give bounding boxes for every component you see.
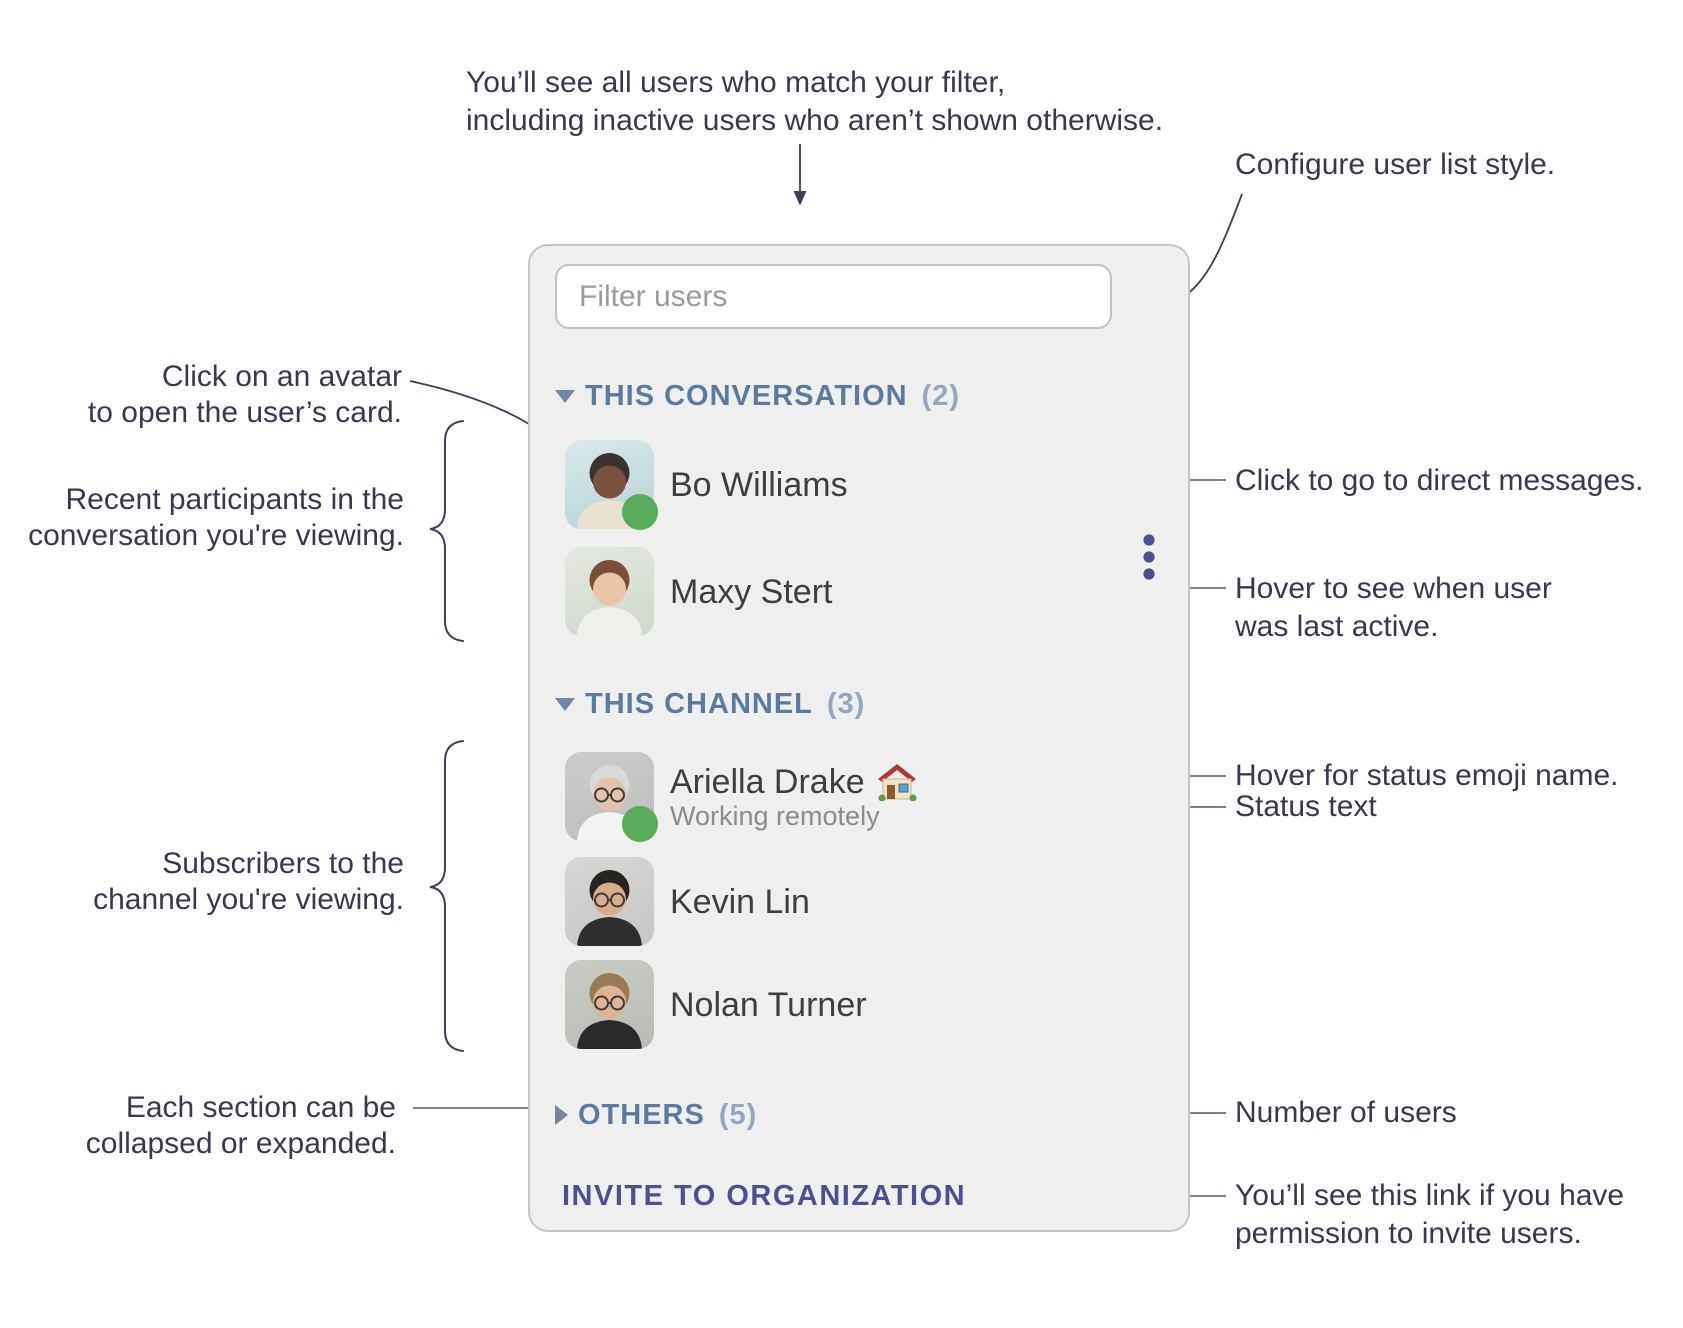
user-name[interactable]: Bo Williams — [670, 465, 848, 504]
user-status-text: Working remotely — [670, 800, 880, 831]
avatar-illustration — [565, 960, 654, 1049]
filter-users-input[interactable] — [555, 264, 1112, 329]
avatar[interactable] — [565, 440, 654, 529]
section-label: OTHERS — [578, 1098, 705, 1131]
annotation-invite-permission: You’ll see this link if you have permission to invite users. — [1235, 1179, 1625, 1250]
annotation-recent-participants: Recent participants in the conversation you're viewing. — [28, 483, 404, 552]
brace-conversation-section — [430, 421, 463, 641]
user-list-panel — [528, 244, 1190, 1232]
annotation-last-active: Hover to see when user was last active. — [1235, 572, 1552, 643]
section-label: THIS CONVERSATION — [585, 379, 908, 412]
section-count: (3) — [826, 687, 866, 720]
avatar-illustration — [565, 857, 654, 946]
avatar[interactable] — [565, 857, 654, 946]
user-name[interactable]: Nolan Turner — [670, 985, 867, 1024]
section-label: THIS CHANNEL — [585, 687, 813, 720]
section-header-this-conversation[interactable] — [555, 378, 960, 414]
collapse-triangle-icon — [555, 698, 575, 711]
user-name[interactable]: Maxy Stert — [670, 572, 833, 611]
house-status-emoji — [877, 763, 917, 801]
annotation-status-emoji: Hover for status emoji name. — [1235, 759, 1619, 792]
annotation-subscribers: Subscribers to the channel you're viewing. — [93, 847, 404, 916]
online-status-dot — [622, 806, 658, 842]
section-count: (5) — [718, 1098, 758, 1131]
user-row-maxy-stert[interactable] — [565, 547, 1165, 636]
expand-triangle-icon — [555, 1105, 568, 1125]
collapse-triangle-icon — [555, 390, 575, 403]
annotation-direct-messages: Click to go to direct messages. — [1235, 464, 1644, 497]
annotation-filter-note: You’ll see all users who match your filter, including inactive users who aren’t shown otherwise. — [466, 66, 1164, 137]
section-count: (2) — [921, 379, 961, 412]
section-header-others[interactable] — [555, 1097, 757, 1133]
avatar[interactable] — [565, 752, 654, 841]
user-row-bo-williams[interactable] — [565, 440, 1165, 529]
annotation-user-count: Number of users — [1235, 1096, 1457, 1129]
avatar[interactable] — [565, 960, 654, 1049]
annotation-avatar-card: Click on an avatar to open the user’s card. — [87, 360, 402, 429]
avatar[interactable] — [565, 547, 654, 636]
annotation-collapse: Each section can be collapsed or expanded. — [85, 1091, 396, 1160]
user-row-ariella-drake[interactable] — [565, 752, 1165, 841]
user-row-kevin-lin[interactable] — [565, 857, 1165, 946]
online-status-dot — [622, 494, 658, 530]
user-row-nolan-turner[interactable] — [565, 960, 1165, 1049]
annotation-configure: Configure user list style. — [1235, 148, 1556, 181]
annotation-status-text: Status text — [1235, 790, 1377, 823]
invite-to-organization-link[interactable]: INVITE TO ORGANIZATION — [562, 1180, 967, 1212]
user-name[interactable]: Kevin Lin — [670, 882, 810, 921]
user-name[interactable]: Ariella Drake — [670, 763, 917, 801]
avatar-illustration — [565, 547, 654, 636]
section-header-this-channel[interactable] — [555, 686, 865, 722]
brace-channel-section — [430, 741, 463, 1051]
